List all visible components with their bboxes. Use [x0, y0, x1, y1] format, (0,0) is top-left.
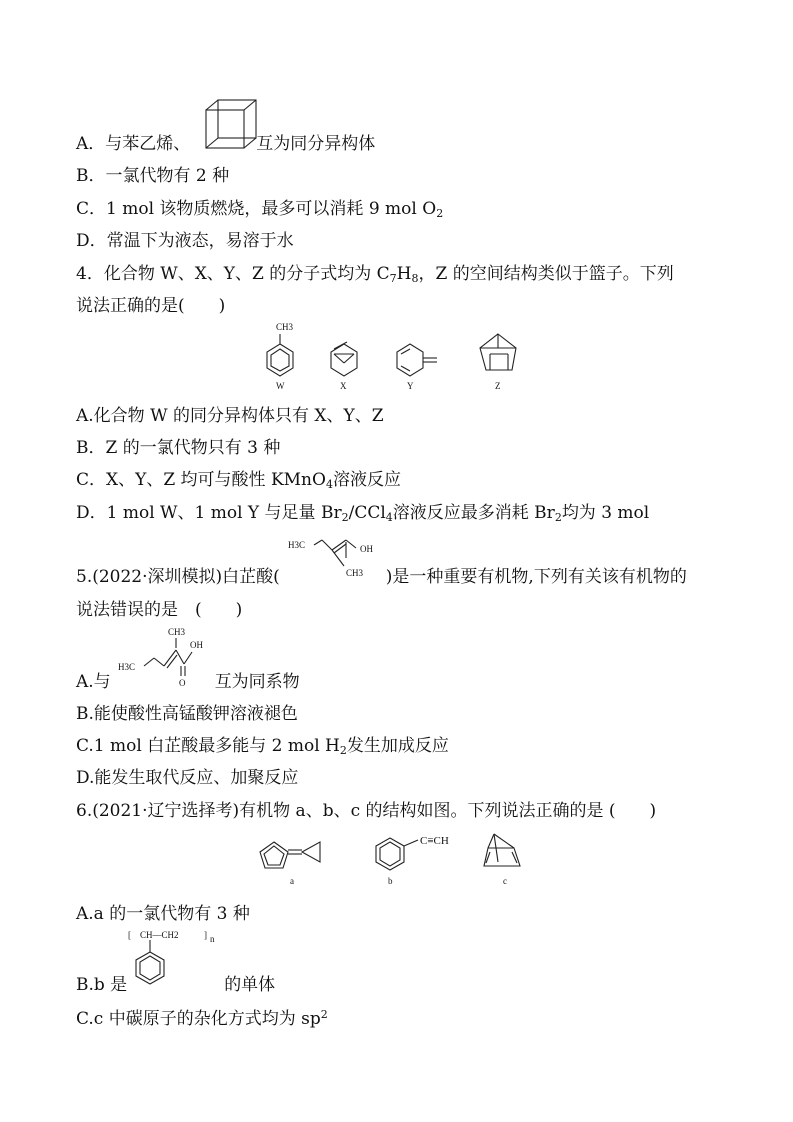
svg-text:CH3: CH3 [168, 627, 186, 637]
q4-option-b: B．Z 的一氯代物只有 3 种 [76, 438, 281, 458]
structure-w [267, 322, 294, 391]
svg-text:a: a [290, 876, 294, 886]
svg-text:C≡CH: C≡CH [420, 835, 449, 847]
cubane-structure [204, 98, 260, 154]
svg-text:Y: Y [407, 381, 414, 391]
q5-option-d: D.能发生取代反应、加聚反应 [76, 768, 299, 788]
q5-stem-line2: 说法错误的是 ( ) [76, 600, 243, 620]
q5-option-b: B.能使酸性高锰酸钾溶液褪色 [76, 704, 298, 724]
q3-option-d: D．常温下为液态，易溶于水 [76, 231, 294, 251]
svg-text:b: b [388, 876, 393, 886]
svg-text:[: [ [128, 930, 131, 940]
svg-text:X: X [340, 381, 347, 391]
structure-z [480, 334, 516, 391]
q4-structures-figure [250, 318, 540, 394]
q4-stem-line1: 4．化合物 W、X、Y、Z 的分子式均为 $C_7H_8$，Z 的空间结构类似于篮子。下列 [76, 264, 674, 285]
svg-text:]: ] [204, 930, 207, 940]
q5-stem-line1: 5.(2022·深圳模拟)白芷酸( )是一种重要有机物,下列有关该有机物的 [76, 567, 687, 587]
svg-text:OH: OH [190, 640, 203, 650]
q6-option-b: B.b 是 的单体 [76, 975, 276, 995]
svg-text:W: W [276, 381, 285, 391]
q3-option-a: A．与苯乙烯、 互为同分异构体 [76, 134, 376, 154]
q6-structures-figure [258, 826, 548, 888]
structure-b [376, 835, 449, 886]
structure-y [397, 344, 437, 391]
svg-text:H3C: H3C [118, 662, 136, 672]
structure-a [260, 842, 320, 886]
structure-c [484, 834, 520, 886]
svg-text:OH: OH [360, 544, 373, 554]
structure-x [331, 342, 357, 391]
svg-text:O: O [179, 678, 186, 688]
q4-option-a: A.化合物 W 的同分异构体只有 X、Y、Z [76, 406, 384, 426]
q6-option-a: A.a 的一氯代物有 3 种 [76, 904, 250, 924]
q5-option-c: C.1 mol 白芷酸最多能与 2 mol $H_2$发生加成反应 [76, 736, 449, 757]
q3-option-b: B．一氯代物有 2 种 [76, 166, 230, 186]
svg-text:H3C: H3C [288, 540, 306, 550]
svg-text:c: c [503, 876, 507, 886]
q4-option-c: C．X、Y、Z 均可与酸性 KMnO$_4$溶液反应 [76, 470, 401, 491]
q6-stem: 6.(2021·辽宁选择考)有机物 a、b、c 的结构如图。下列说法正确的是 ( ) [76, 801, 657, 821]
q4-stem-line2: 说法正确的是( ) [76, 296, 226, 316]
q3-option-c: C．1 mol 该物质燃烧，最多可以消耗 9 mol $O_2$ [76, 199, 444, 220]
svg-text:CH3: CH3 [276, 322, 294, 332]
q4-option-d: D．1 mol W、1 mol Y 与足量 $Br_2/CCl_4$溶液反应最多消耗 $Br_2$均为 3 mol [76, 503, 650, 524]
svg-text:CH3: CH3 [346, 568, 364, 578]
svg-text:Z: Z [495, 381, 501, 391]
svg-text:CH—CH2: CH—CH2 [140, 930, 179, 940]
q6-option-c: C.c 中碳原子的杂化方式均为 $sp^2$ [76, 1008, 328, 1029]
svg-text:n: n [210, 934, 215, 944]
q5-option-a: A.与 互为同系物 [76, 672, 300, 692]
